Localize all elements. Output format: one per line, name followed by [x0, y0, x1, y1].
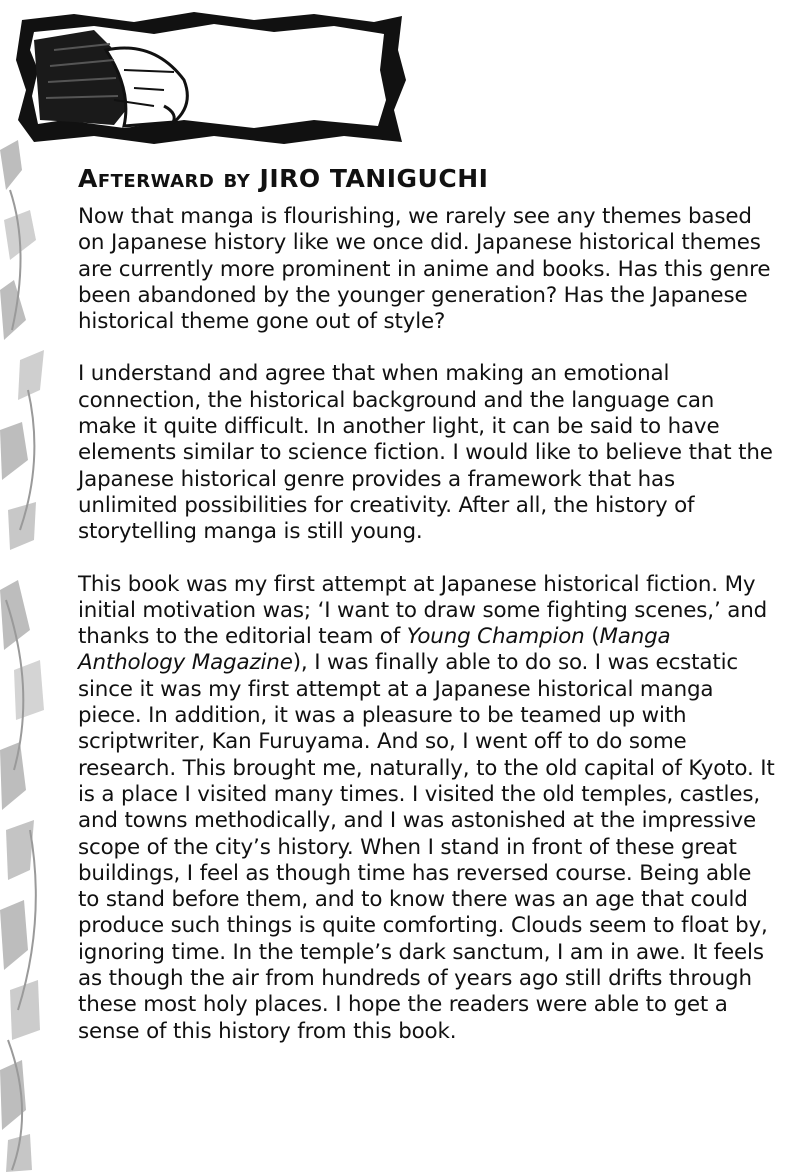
- magazine-name: Young Champion: [406, 624, 585, 650]
- paragraph-3-part1: This book was my first attempt at Japanese historical fiction. My initial motivation was; ‘I want to draw some fighting scenes,’ and thanks to the editorial team of: [78, 571, 768, 650]
- paragraph-2: I understand and agree that when making an emotional connection, the historical background and the language can make it quite difficult. In another light, it can be said to have elements similar to science fiction. I would like to believe that the Japanese historical genre provides a framework that has unlimited possibilities for creativity. After all, the history of storytelling manga is still young.: [78, 361, 773, 545]
- article-body: [78, 204, 778, 1045]
- manga-panel-banner: [14, 10, 408, 148]
- paragraph-1: Now that manga is flourishing, we rarely see any themes based on Japanese history like we once did. Japanese historical themes are currently more prominent in anime and books. Has this genre been abandoned by the younger generation? Has the Japanese historical theme gone out of style?: [78, 204, 771, 335]
- paragraph-3-part2: (: [584, 624, 600, 650]
- brush-texture-border: [0, 130, 62, 1172]
- paragraph-3-part3: ), I was finally able to do so. I was ecstatic since it was my first attempt at a Japanese historical manga piece. In addition, it was a pleasure to be teamed up with scriptwriter, Kan Furuyama. And so, I went off to do some research. This brought me, naturally, to the old capital of Kyoto. It is a place I visited many times. I visited the old temples, castles, and towns methodically, and I was astonished at the impressive scope of the city’s history. When I stand in front of these great buildings, I feel as though time has reversed course. Being able to stand before them, and to know there was an age that could produce such things is quite comforting. Clouds seem to float by, ignoring time. In the temple’s dark sanctum, I am in awe. It feels as though the air from hundreds of years ago still drifts through these most holy places. I hope the readers were able to get a sense of this history from this book.: [78, 650, 775, 1044]
- page-title: Afterward by JIRO TANIGUCHI: [78, 164, 489, 193]
- magazine-description: Manga Anthology Magazine: [78, 624, 671, 676]
- paragraph-3: [78, 572, 778, 1045]
